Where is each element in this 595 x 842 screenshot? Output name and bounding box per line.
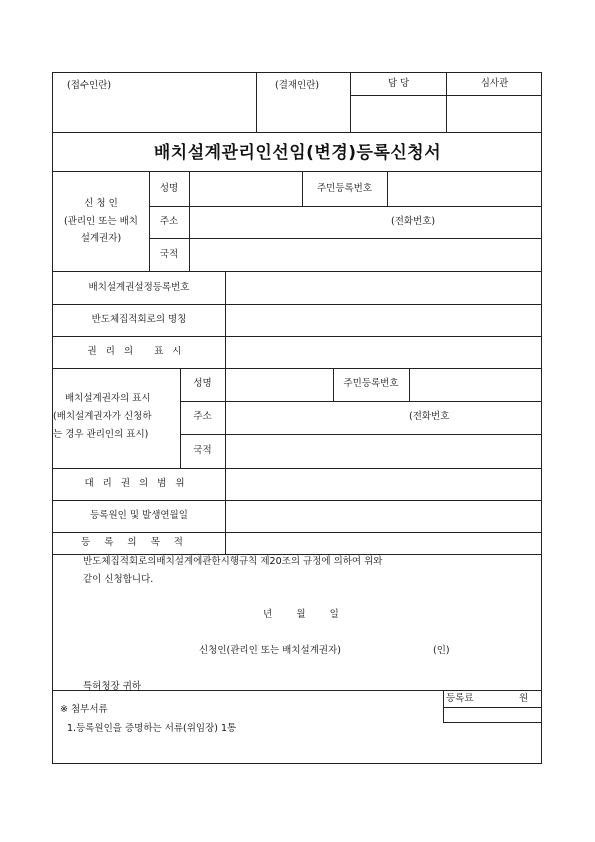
approval-stamp-label: (결재인란) — [275, 80, 320, 91]
holder-name-label: 성명 — [193, 378, 212, 389]
applicant-address-field[interactable] — [190, 207, 390, 238]
circuit-name-label: 반도체집적회로의 명칭 — [91, 314, 187, 325]
applicant-phone-label: (전화번호) — [391, 216, 436, 227]
applicant-nationality-field[interactable] — [190, 239, 542, 271]
seal-mark: (인) — [433, 645, 450, 656]
divider — [256, 73, 257, 132]
purpose-field[interactable] — [226, 533, 542, 554]
holder-name-field[interactable] — [226, 369, 333, 401]
holder-section-label: (배치설계권자가 신청하 — [53, 411, 152, 422]
applicant-section-label: 설계권자) — [80, 233, 122, 244]
holder-section-label: 는 경우 관리인의 표시) — [53, 429, 149, 440]
applicant-address-label: 주소 — [159, 216, 179, 227]
holder-phone-label: (전화번호 — [409, 411, 450, 422]
cause-date-label: 등록원인 및 발생연월일 — [90, 510, 188, 521]
cause-date-field[interactable] — [226, 501, 542, 532]
reg-no-label: 배치설계권설정등록번호 — [88, 282, 190, 293]
holder-section-label: 배치설계권자의 표시 — [65, 393, 151, 404]
divider — [53, 132, 542, 133]
fee-label: 등록료 — [446, 693, 474, 704]
applicant-section-label: 신 청 인 — [84, 198, 118, 209]
holder-resident-no-field[interactable] — [410, 369, 542, 401]
attachment-item: 1.등록원인을 증명하는 서류(위임장) 1통 — [67, 723, 237, 734]
divider — [443, 690, 444, 722]
receipt-stamp-label: (접수인란) — [67, 80, 112, 91]
circuit-name-field[interactable] — [226, 305, 542, 336]
divider — [443, 707, 542, 708]
applicant-resident-no-label: 주민등록번호 — [316, 183, 373, 194]
rights-display-field[interactable] — [226, 337, 542, 368]
attachments-label: ※ 첨부서류 — [60, 704, 108, 715]
holder-resident-no-label: 주민등록번호 — [343, 378, 399, 389]
applicant-nationality-label: 국적 — [159, 249, 179, 260]
holder-address-label: 주소 — [193, 411, 212, 422]
page-title: 배치설계관리인선임(변경)등록신청서 — [153, 143, 442, 163]
in-charge-label: 담 당 — [387, 78, 410, 89]
applicant-resident-no-field[interactable] — [388, 172, 542, 206]
divider — [443, 722, 542, 723]
rights-display-label: 권리의 표시 — [87, 346, 191, 357]
applicant-name-field[interactable] — [190, 172, 302, 206]
scope-label: 대리권의범위 — [84, 478, 194, 489]
holder-address-field[interactable] — [226, 402, 406, 434]
signer-label: 신청인(관리인 또는 배치설계권자) — [199, 645, 341, 656]
application-form — [52, 72, 542, 764]
divider — [53, 554, 542, 555]
addressee: 특허청장 귀하 — [83, 681, 142, 692]
purpose-label: 등록의목적 — [81, 537, 197, 548]
applicant-section-label: (관리인 또는 배치 — [64, 216, 138, 227]
holder-nationality-label: 국적 — [193, 445, 212, 456]
fee-unit: 원 — [519, 693, 529, 704]
application-date: 년 월 일 — [263, 609, 339, 620]
statement-text: 반도체집적회로의배치설계에관한시행규칙 제20조의 규정에 의하여 위와 — [83, 556, 383, 567]
scope-field[interactable] — [226, 469, 542, 500]
examiner-label: 심사관 — [480, 78, 509, 89]
holder-nationality-field[interactable] — [226, 435, 542, 468]
applicant-name-label: 성명 — [159, 183, 179, 194]
statement-text: 같이 신청합니다. — [83, 574, 154, 585]
reg-no-field[interactable] — [226, 272, 542, 304]
